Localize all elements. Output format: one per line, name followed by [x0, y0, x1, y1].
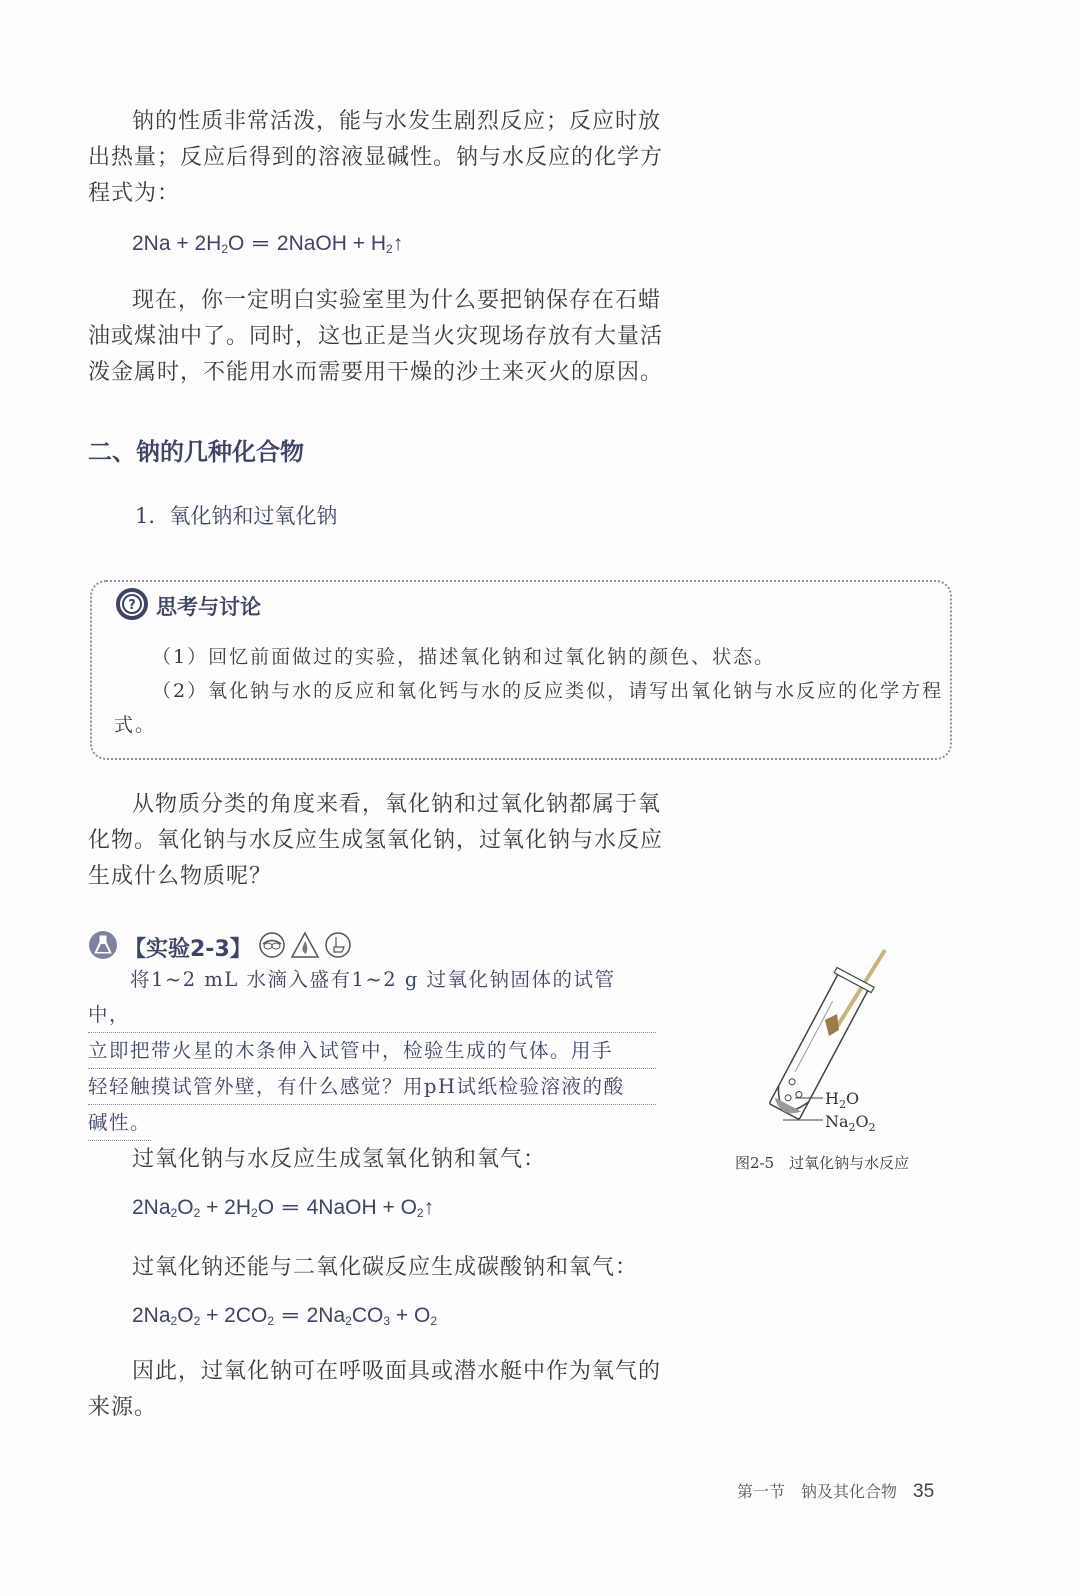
footer-section: 第一节 钠及其化合物: [737, 1482, 898, 1501]
experiment-instructions: [88, 962, 656, 1141]
paragraph-peroxide-co2: [88, 1250, 668, 1286]
experiment-line: 将1~2 mL 水滴入盛有1~2 g 过氧化钠固体的试管中，: [88, 962, 656, 1033]
flask-icon: [88, 930, 118, 964]
paragraph-oxygen-source: [88, 1354, 668, 1426]
discussion-title: [116, 588, 261, 624]
figure-caption: 图2-5 过氧化钠与水反应: [735, 1154, 910, 1172]
paragraph-text: 从物质分类的角度来看，氧化钠和过氧化钠都属于氧化物。氧化钠与水反应生成氢氧化钠，过氧化钠与水反应生成什么物质呢？: [88, 792, 664, 889]
paragraph-storage: [88, 283, 668, 391]
page-number: 35: [913, 1481, 935, 1502]
discussion-title-text: 思考与讨论: [156, 595, 261, 619]
hand-wash-icon: [324, 931, 352, 963]
experiment-line: 立即把带火星的木条伸入试管中，检验生成的气体。用手: [88, 1033, 656, 1069]
paragraph-sodium-reactivity: [88, 104, 668, 212]
discussion-items: [114, 640, 944, 742]
experiment-line: 轻轻触摸试管外壁，有什么感觉？用pH试纸检验溶液的酸: [88, 1069, 656, 1105]
paragraph-text: 现在，你一定明白实验室里为什么要把钠保存在石蜡油或煤油中了。同时，这也正是当火灾现场存放有大量活泼金属时，不能用水而需要用干燥的沙土来灭火的原因。: [88, 288, 664, 385]
label-water: $H_2O$: [825, 1089, 860, 1111]
test-tube-illustration: [735, 940, 955, 1140]
paragraph-text: 因此，过氧化钠可在呼吸面具或潜水艇中作为氧气的来源。: [88, 1359, 662, 1420]
goggles-icon: [258, 931, 286, 963]
experiment-heading: [88, 930, 352, 964]
paragraph-classification: [88, 787, 668, 895]
discussion-item: （1）回忆前面做过的实验，描述氧化钠和过氧化钠的颜色、状态。: [152, 646, 776, 668]
page-footer: [737, 1479, 934, 1503]
equation-peroxide-water: $2Na_2O_2 + 2H_2O$ ═ 4NaOH + $O_2↑$: [132, 1196, 435, 1220]
equation-sodium-water: $2Na + 2H_2O$ ═ 2NaOH + $H_2↑$: [132, 232, 404, 256]
subsection-heading: 1．氧化钠和过氧化钠: [135, 504, 338, 528]
equation-peroxide-co2: $2Na_2O_2 + 2CO_2$ ═ $2Na_2CO_3 + O_2$: [132, 1304, 437, 1328]
paragraph-text: 过氧化钠与水反应生成氢氧化钠和氧气：: [132, 1147, 547, 1172]
section-heading: 二、钠的几种化合物: [88, 438, 304, 466]
label-sodium-peroxide: $Na_2O_2$: [825, 1112, 876, 1134]
test-tube-figure: [735, 940, 955, 1140]
fire-warning-icon: [290, 931, 320, 963]
paragraph-peroxide-water: [88, 1142, 668, 1178]
svg-text:?: ?: [128, 598, 136, 613]
question-circle-icon: [116, 588, 148, 624]
discussion-item: （2）氧化钠与水的反应和氧化钙与水的反应类似，请写出氧化钠与水反应的化学方程式。: [114, 680, 944, 736]
paragraph-text: 钠的性质非常活泼，能与水发生剧烈反应；反应时放出热量；反应后得到的溶液显碱性。钠与水反应的化学方程式为：: [88, 109, 664, 206]
experiment-title: 【实验2-3】: [124, 936, 252, 962]
experiment-line: 碱性。: [88, 1105, 151, 1141]
paragraph-text: 过氧化钠还能与二氧化碳反应生成碳酸钠和氧气：: [132, 1255, 639, 1280]
discussion-box: [90, 580, 952, 760]
